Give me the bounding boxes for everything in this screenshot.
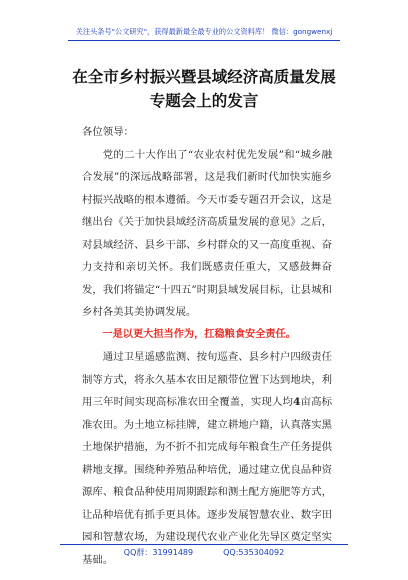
section-paragraph [82, 346, 332, 571]
intro-paragraph: 党的二十大作出了“农业农村优先发展”和“城乡融合发展”的深远战略部署，这是我们新时代加快实施乡村振兴战略的根本遵循。今天市委专题召开会议，这是继出台《关于加快县域经济高质量发展的意见》之后，对县域经济、县乡干部、乡村群众的又一高度重视、奋力支持和亲切关怀。我们既感责任重大，又感鼓舞奋发，我们将锚定“十四五”时期县域发展目标，让县城和乡村各美其美协调发展。 [82, 148, 332, 318]
section-text-part2: 亩高标准农田。为土地立标挂牌，建立耕地户籍，认真落实黑土地保护措施，为不折不扣完成每年粮食生产任务提供耕地支撑。围绕种养殖品种培优，通过建立优良品种资源库、粮食品种使用周期跟踪和测土配方施肥等方式，让品种培优有抓手更具体。逐步发展智慧农业、数字田园和智慧农场，为建设现代农业产业化先导区奠定坚实基础。 [82, 396, 333, 566]
document-body [82, 121, 332, 571]
section-text-part1: 通过卫星遥感监测、按旬巡查、县乡村户四级责任制等方式，将永久基本农田足额带位置下达到地块，利用三年时间实现高标准农田全覆盖，实现人均 [82, 351, 332, 408]
section-heading: 一是以更大担当作为，扛稳粮食安全责任。 [102, 328, 296, 340]
footer-qq[interactable]: QQ:535304092 [223, 548, 285, 557]
footer-qq-group[interactable]: QQ群：31991489 [123, 548, 194, 557]
salutation: 各位领导： [82, 126, 134, 138]
document-title: 在全市乡村振兴暨县域经济高质量发展专题会上的发言 [72, 68, 336, 110]
section-number: 4 [293, 396, 301, 408]
header-banner[interactable]: 关注头条号"公文研究"，获得最新最全最专业的公文资料库！ 微信：gongwenxj [68, 26, 340, 41]
footer-contact [60, 544, 348, 561]
